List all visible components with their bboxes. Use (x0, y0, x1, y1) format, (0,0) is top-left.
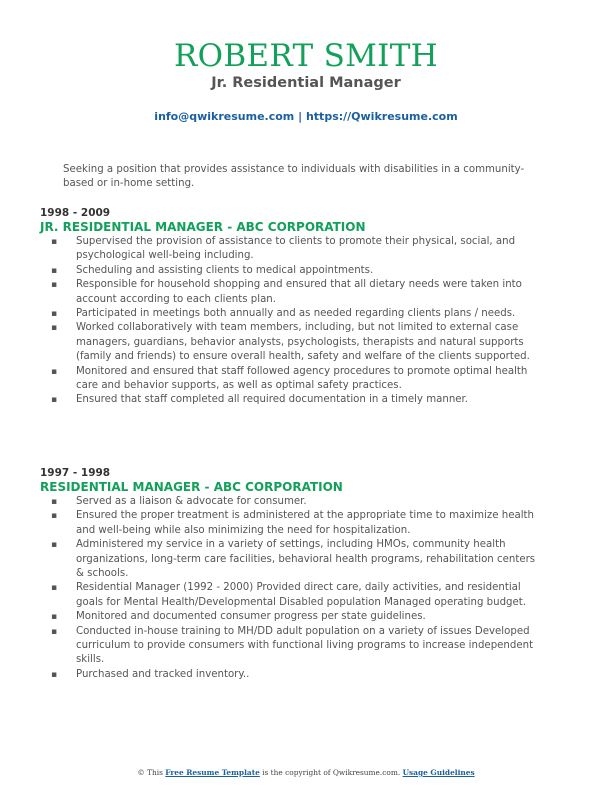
bullet-icon: ▪ (51, 583, 58, 594)
list-item: ▪ Supervised the provision of assistance to clients to promote their physical, social, and psychological well-being including. (51, 236, 516, 262)
bullet-icon: ▪ (51, 323, 58, 334)
bullet-icon: ▪ (51, 395, 58, 406)
list-item: ▪ Ensured that staff completed all required documentation in a timely manner. (76, 393, 540, 407)
list-item: ▪ Scheduling and assisting clients to medical appointments. (76, 264, 540, 278)
resume-header (0, 38, 612, 124)
bullet-icon: ▪ (51, 511, 58, 522)
candidate-name: ROBERT SMITH (173, 38, 439, 74)
list-item: ▪ Conducted in-house training to MH/DD adult population on a variety of issues Developed curriculum to provide consumers with functional living programs to increase independent skills. (51, 625, 534, 666)
bullet-icon: ▪ (51, 626, 58, 637)
list-item: ▪ Monitored and ensured that staff followed agency procedures to promote optimal health care and behavior supports, as well as optimal safety practices. (51, 365, 528, 392)
bullet-icon: ▪ (51, 237, 58, 247)
candidate-title: Jr. Residential Manager (211, 75, 401, 91)
job-dates: 1998 - 2009 (40, 207, 111, 219)
bullet-icon: ▪ (51, 540, 58, 551)
bullet-icon: ▪ (51, 497, 58, 507)
free-resume-template-link[interactable]: Free Resume Template (165, 768, 260, 777)
contact-line (0, 110, 612, 124)
list-item: ▪ Residential Manager (1992 - 2000) Provided direct care, daily activities, and residential goals for Mental Health/Developmental Disabled population Managed operating budget. (51, 582, 527, 608)
objective-summary: Seeking a position that provides assistance to individuals with disabilities in a community-based or in-home setting. (63, 164, 525, 189)
job-duties-list (40, 495, 540, 682)
footer-middle: is the copyright of Qwikresume.com. (259, 768, 403, 777)
website-link[interactable]: https://Qwikresume.com (305, 110, 458, 123)
bullet-icon: ▪ (51, 612, 58, 623)
bullet-icon: ▪ (51, 669, 58, 680)
job-entry-2 (40, 467, 540, 682)
list-item: ▪ Served as a liaison & advocate for consumer. (76, 495, 540, 509)
job-title: RESIDENTIAL MANAGER - ABC CORPORATION (40, 480, 343, 494)
job-title: JR. RESIDENTIAL MANAGER - ABC CORPORATION (40, 220, 366, 234)
copyright-footer (0, 768, 612, 778)
footer-prefix: © This (137, 768, 166, 777)
list-item: ▪ Administered my service in a variety of settings, including HMOs, community health organizations, long-term care facilities, behavioral health programs, rehabilitation centers & schools. (51, 539, 536, 580)
bullet-icon: ▪ (51, 366, 58, 377)
list-item: ▪ Ensured the proper treatment is administered at the appropriate time to maximize health and well-being while also minimizing the need for hospitalization. (51, 510, 534, 536)
job-entry-1 (40, 207, 540, 408)
list-item: ▪ Purchased and tracked inventory.. (76, 668, 540, 682)
contact-separator: | (294, 110, 306, 123)
job-dates: 1997 - 1998 (40, 467, 111, 479)
usage-guidelines-link[interactable]: Usage Guidelines (402, 768, 475, 777)
job-duties-list (40, 235, 540, 408)
bullet-icon: ▪ (51, 280, 58, 291)
list-item: ▪ Worked collaboratively with team members, including, but not limited to external case managers, guardians, behavior analysts, psychologists, therapists and natural supports (family and friends) to ensure overall health, safety and welfare of the clients supported. (51, 322, 530, 363)
bullet-icon: ▪ (51, 309, 58, 320)
list-item: ▪ Responsible for household shopping and ensured that all dietary needs were taken into account according to each clients plan. (51, 279, 522, 305)
list-item: ▪ Participated in meetings both annually and as needed regarding clients plans / needs. (76, 307, 540, 321)
email-link[interactable]: info@qwikresume.com (154, 110, 295, 123)
bullet-icon: ▪ (51, 265, 58, 276)
list-item: ▪ Monitored and documented consumer progress per state guidelines. (76, 610, 540, 624)
